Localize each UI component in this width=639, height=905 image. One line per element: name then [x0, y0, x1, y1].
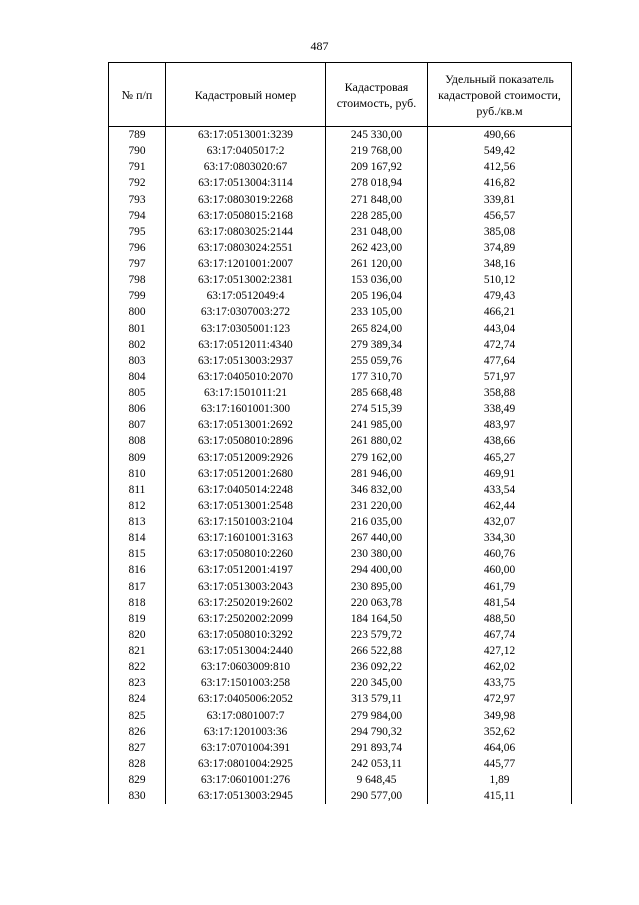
- cell-cadastral-number: 63:17:0512001:2680: [166, 466, 326, 482]
- cell-cadastral-number: 63:17:1601001:3163: [166, 530, 326, 546]
- cell-specific-value: 348,16: [428, 256, 572, 272]
- cell-cadastral-number: 63:17:0803019:2268: [166, 192, 326, 208]
- cell-cadastral-value: 278 018,94: [326, 175, 428, 191]
- cell-cadastral-value: 220 345,00: [326, 675, 428, 691]
- cell-row-index: 816: [109, 562, 166, 578]
- cell-cadastral-value: 279 984,00: [326, 708, 428, 724]
- table-row: [109, 450, 572, 466]
- cell-cadastral-value: 245 330,00: [326, 127, 428, 144]
- table-row: [109, 337, 572, 353]
- cell-cadastral-number: 63:17:0512009:2926: [166, 450, 326, 466]
- cell-cadastral-number: 63:17:0508010:2896: [166, 433, 326, 449]
- cell-specific-value: 358,88: [428, 385, 572, 401]
- table-row: [109, 740, 572, 756]
- cell-cadastral-number: 63:17:2502002:2099: [166, 611, 326, 627]
- table-row: [109, 143, 572, 159]
- cell-cadastral-value: 153 036,00: [326, 272, 428, 288]
- cell-cadastral-value: 233 105,00: [326, 304, 428, 320]
- cell-cadastral-value: 177 310,70: [326, 369, 428, 385]
- cell-row-index: 812: [109, 498, 166, 514]
- cell-row-index: 808: [109, 433, 166, 449]
- cell-cadastral-value: 205 196,04: [326, 288, 428, 304]
- cell-cadastral-value: 219 768,00: [326, 143, 428, 159]
- cell-cadastral-value: 279 162,00: [326, 450, 428, 466]
- cell-cadastral-number: 63:17:0803025:2144: [166, 224, 326, 240]
- cell-specific-value: 464,06: [428, 740, 572, 756]
- table-row: [109, 514, 572, 530]
- cell-specific-value: 461,79: [428, 579, 572, 595]
- cell-specific-value: 462,02: [428, 659, 572, 675]
- cell-specific-value: 472,97: [428, 691, 572, 707]
- cell-cadastral-value: 230 895,00: [326, 579, 428, 595]
- table-row: [109, 788, 572, 804]
- table-body: [109, 127, 572, 805]
- cell-row-index: 790: [109, 143, 166, 159]
- cell-specific-value: 490,66: [428, 127, 572, 144]
- table-row: [109, 127, 572, 144]
- table-row: [109, 256, 572, 272]
- table-row: [109, 611, 572, 627]
- table-row: [109, 224, 572, 240]
- cell-cadastral-number: 63:17:1501011:21: [166, 385, 326, 401]
- cell-cadastral-number: 63:17:0508010:3292: [166, 627, 326, 643]
- table-row: [109, 724, 572, 740]
- cell-cadastral-number: 63:17:0513001:2548: [166, 498, 326, 514]
- cell-specific-value: 479,43: [428, 288, 572, 304]
- cell-specific-value: 334,30: [428, 530, 572, 546]
- cell-cadastral-number: 63:17:0803020:67: [166, 159, 326, 175]
- cell-row-index: 827: [109, 740, 166, 756]
- cell-specific-value: 415,11: [428, 788, 572, 804]
- cell-specific-value: 412,56: [428, 159, 572, 175]
- cell-specific-value: 465,27: [428, 450, 572, 466]
- cell-cadastral-value: 223 579,72: [326, 627, 428, 643]
- table-row: [109, 772, 572, 788]
- table-row: [109, 385, 572, 401]
- cell-cadastral-value: 216 035,00: [326, 514, 428, 530]
- cell-cadastral-number: 63:17:1201001:2007: [166, 256, 326, 272]
- cell-cadastral-value: 285 668,48: [326, 385, 428, 401]
- cell-row-index: 826: [109, 724, 166, 740]
- cell-cadastral-number: 63:17:0513003:2043: [166, 579, 326, 595]
- cell-cadastral-value: 281 946,00: [326, 466, 428, 482]
- cell-specific-value: 433,54: [428, 482, 572, 498]
- cell-row-index: 806: [109, 401, 166, 417]
- table-row: [109, 240, 572, 256]
- header-cadastral-value: Кадастровая стоимость, руб.: [326, 63, 428, 127]
- cell-specific-value: 466,21: [428, 304, 572, 320]
- table-row: [109, 627, 572, 643]
- cell-cadastral-value: 271 848,00: [326, 192, 428, 208]
- cell-cadastral-value: 294 790,32: [326, 724, 428, 740]
- cell-row-index: 820: [109, 627, 166, 643]
- cell-specific-value: 374,89: [428, 240, 572, 256]
- cell-specific-value: 385,08: [428, 224, 572, 240]
- cell-specific-value: 467,74: [428, 627, 572, 643]
- cell-row-index: 807: [109, 417, 166, 433]
- cell-specific-value: 427,12: [428, 643, 572, 659]
- cell-cadastral-number: 63:17:1601001:300: [166, 401, 326, 417]
- cell-row-index: 821: [109, 643, 166, 659]
- cell-specific-value: 571,97: [428, 369, 572, 385]
- cell-cadastral-value: 241 985,00: [326, 417, 428, 433]
- cell-specific-value: 462,44: [428, 498, 572, 514]
- cell-cadastral-value: 313 579,11: [326, 691, 428, 707]
- cell-cadastral-value: 209 167,92: [326, 159, 428, 175]
- cell-row-index: 817: [109, 579, 166, 595]
- cell-specific-value: 460,00: [428, 562, 572, 578]
- cell-row-index: 823: [109, 675, 166, 691]
- table-row: [109, 353, 572, 369]
- cell-cadastral-value: 231 220,00: [326, 498, 428, 514]
- table-row: [109, 756, 572, 772]
- cell-specific-value: 488,50: [428, 611, 572, 627]
- cell-specific-value: 481,54: [428, 595, 572, 611]
- cell-cadastral-value: 279 389,34: [326, 337, 428, 353]
- cell-cadastral-number: 63:17:0405010:2070: [166, 369, 326, 385]
- cell-cadastral-number: 63:17:0512001:4197: [166, 562, 326, 578]
- cell-cadastral-number: 63:17:0603009:810: [166, 659, 326, 675]
- cell-specific-value: 1,89: [428, 772, 572, 788]
- cell-row-index: 824: [109, 691, 166, 707]
- cell-specific-value: 432,07: [428, 514, 572, 530]
- cell-specific-value: 456,57: [428, 208, 572, 224]
- cell-cadastral-value: 267 440,00: [326, 530, 428, 546]
- cell-specific-value: 339,81: [428, 192, 572, 208]
- cell-cadastral-value: 265 824,00: [326, 321, 428, 337]
- cell-cadastral-value: 261 120,00: [326, 256, 428, 272]
- cell-specific-value: 472,74: [428, 337, 572, 353]
- cell-row-index: 828: [109, 756, 166, 772]
- table-row: [109, 466, 572, 482]
- cell-row-index: 801: [109, 321, 166, 337]
- table-row: [109, 659, 572, 675]
- cell-row-index: 814: [109, 530, 166, 546]
- cell-row-index: 795: [109, 224, 166, 240]
- cell-specific-value: 416,82: [428, 175, 572, 191]
- cell-cadastral-value: 242 053,11: [326, 756, 428, 772]
- cell-cadastral-number: 63:17:0803024:2551: [166, 240, 326, 256]
- cell-cadastral-number: 63:17:0513001:2692: [166, 417, 326, 433]
- cell-cadastral-value: 261 880,02: [326, 433, 428, 449]
- cell-cadastral-number: 63:17:0601001:276: [166, 772, 326, 788]
- cell-row-index: 803: [109, 353, 166, 369]
- table-row: [109, 433, 572, 449]
- table-row: [109, 401, 572, 417]
- cell-cadastral-number: 63:17:0405017:2: [166, 143, 326, 159]
- cell-cadastral-number: 63:17:0513002:2381: [166, 272, 326, 288]
- table-row: [109, 595, 572, 611]
- cell-cadastral-number: 63:17:0508015:2168: [166, 208, 326, 224]
- table-row: [109, 417, 572, 433]
- table-row: [109, 482, 572, 498]
- cell-specific-value: 338,49: [428, 401, 572, 417]
- cell-row-index: 805: [109, 385, 166, 401]
- cell-cadastral-value: 262 423,00: [326, 240, 428, 256]
- cell-row-index: 825: [109, 708, 166, 724]
- cell-cadastral-number: 63:17:1201003:36: [166, 724, 326, 740]
- cell-cadastral-number: 63:17:0701004:391: [166, 740, 326, 756]
- cell-row-index: 799: [109, 288, 166, 304]
- cell-row-index: 829: [109, 772, 166, 788]
- cell-cadastral-number: 63:17:0307003:272: [166, 304, 326, 320]
- cell-row-index: 818: [109, 595, 166, 611]
- cell-cadastral-number: 63:17:0405014:2248: [166, 482, 326, 498]
- cell-specific-value: 549,42: [428, 143, 572, 159]
- cell-cadastral-number: 63:17:0513003:2937: [166, 353, 326, 369]
- cell-cadastral-value: 228 285,00: [326, 208, 428, 224]
- cell-row-index: 793: [109, 192, 166, 208]
- cell-row-index: 800: [109, 304, 166, 320]
- cell-cadastral-value: 184 164,50: [326, 611, 428, 627]
- cell-row-index: 794: [109, 208, 166, 224]
- cell-cadastral-value: 230 380,00: [326, 546, 428, 562]
- cell-row-index: 815: [109, 546, 166, 562]
- cell-row-index: 796: [109, 240, 166, 256]
- table-row: [109, 304, 572, 320]
- table-row: [109, 530, 572, 546]
- cell-row-index: 822: [109, 659, 166, 675]
- cell-row-index: 811: [109, 482, 166, 498]
- cell-row-index: 789: [109, 127, 166, 144]
- table-row: [109, 643, 572, 659]
- cell-cadastral-value: 220 063,78: [326, 595, 428, 611]
- cell-cadastral-value: 231 048,00: [326, 224, 428, 240]
- cell-cadastral-value: 274 515,39: [326, 401, 428, 417]
- table-row: [109, 498, 572, 514]
- cell-row-index: 804: [109, 369, 166, 385]
- header-specific-value: Удельный показатель кадастровой стоимости, руб./кв.м: [428, 63, 572, 127]
- cell-row-index: 792: [109, 175, 166, 191]
- table-row: [109, 691, 572, 707]
- table-row: [109, 369, 572, 385]
- cell-specific-value: 438,66: [428, 433, 572, 449]
- cell-cadastral-value: 294 400,00: [326, 562, 428, 578]
- table-row: [109, 675, 572, 691]
- header-cadastral-number: Кадастровый номер: [166, 63, 326, 127]
- cell-row-index: 797: [109, 256, 166, 272]
- cell-specific-value: 445,77: [428, 756, 572, 772]
- table-header-row: [109, 63, 572, 127]
- cadastral-table: [108, 62, 572, 804]
- cell-cadastral-number: 63:17:0513001:3239: [166, 127, 326, 144]
- cell-row-index: 809: [109, 450, 166, 466]
- table-row: [109, 288, 572, 304]
- cell-specific-value: 433,75: [428, 675, 572, 691]
- cell-specific-value: 477,64: [428, 353, 572, 369]
- cell-row-index: 791: [109, 159, 166, 175]
- header-index: № п/п: [109, 63, 166, 127]
- table-row: [109, 272, 572, 288]
- table-row: [109, 562, 572, 578]
- cell-specific-value: 443,04: [428, 321, 572, 337]
- cell-specific-value: 469,91: [428, 466, 572, 482]
- cell-cadastral-value: 9 648,45: [326, 772, 428, 788]
- cell-cadastral-number: 63:17:0513004:2440: [166, 643, 326, 659]
- cell-cadastral-value: 346 832,00: [326, 482, 428, 498]
- cell-cadastral-value: 290 577,00: [326, 788, 428, 804]
- cell-cadastral-number: 63:17:0513004:3114: [166, 175, 326, 191]
- cell-cadastral-value: 291 893,74: [326, 740, 428, 756]
- cell-row-index: 830: [109, 788, 166, 804]
- cell-cadastral-number: 63:17:0305001:123: [166, 321, 326, 337]
- cell-cadastral-number: 63:17:1501003:2104: [166, 514, 326, 530]
- table-row: [109, 579, 572, 595]
- cell-row-index: 810: [109, 466, 166, 482]
- cell-row-index: 798: [109, 272, 166, 288]
- cell-cadastral-value: 236 092,22: [326, 659, 428, 675]
- cell-cadastral-number: 63:17:0801004:2925: [166, 756, 326, 772]
- table-row: [109, 208, 572, 224]
- page-number: 487: [310, 39, 329, 53]
- cell-cadastral-number: 63:17:0405006:2052: [166, 691, 326, 707]
- table-row: [109, 708, 572, 724]
- cell-cadastral-number: 63:17:0512049:4: [166, 288, 326, 304]
- table-row: [109, 159, 572, 175]
- cell-specific-value: 349,98: [428, 708, 572, 724]
- cell-cadastral-value: 266 522,88: [326, 643, 428, 659]
- cadastral-table-container: [108, 62, 572, 804]
- cell-cadastral-number: 63:17:2502019:2602: [166, 595, 326, 611]
- cell-specific-value: 510,12: [428, 272, 572, 288]
- cell-cadastral-number: 63:17:0513003:2945: [166, 788, 326, 804]
- cell-specific-value: 483,97: [428, 417, 572, 433]
- table-row: [109, 321, 572, 337]
- cell-cadastral-number: 63:17:0508010:2260: [166, 546, 326, 562]
- cell-cadastral-number: 63:17:1501003:258: [166, 675, 326, 691]
- cell-cadastral-value: 255 059,76: [326, 353, 428, 369]
- cell-specific-value: 460,76: [428, 546, 572, 562]
- cell-specific-value: 352,62: [428, 724, 572, 740]
- cell-row-index: 802: [109, 337, 166, 353]
- cell-row-index: 819: [109, 611, 166, 627]
- cell-cadastral-number: 63:17:0801007:7: [166, 708, 326, 724]
- table-row: [109, 546, 572, 562]
- cell-row-index: 813: [109, 514, 166, 530]
- cell-cadastral-number: 63:17:0512011:4340: [166, 337, 326, 353]
- table-row: [109, 192, 572, 208]
- table-row: [109, 175, 572, 191]
